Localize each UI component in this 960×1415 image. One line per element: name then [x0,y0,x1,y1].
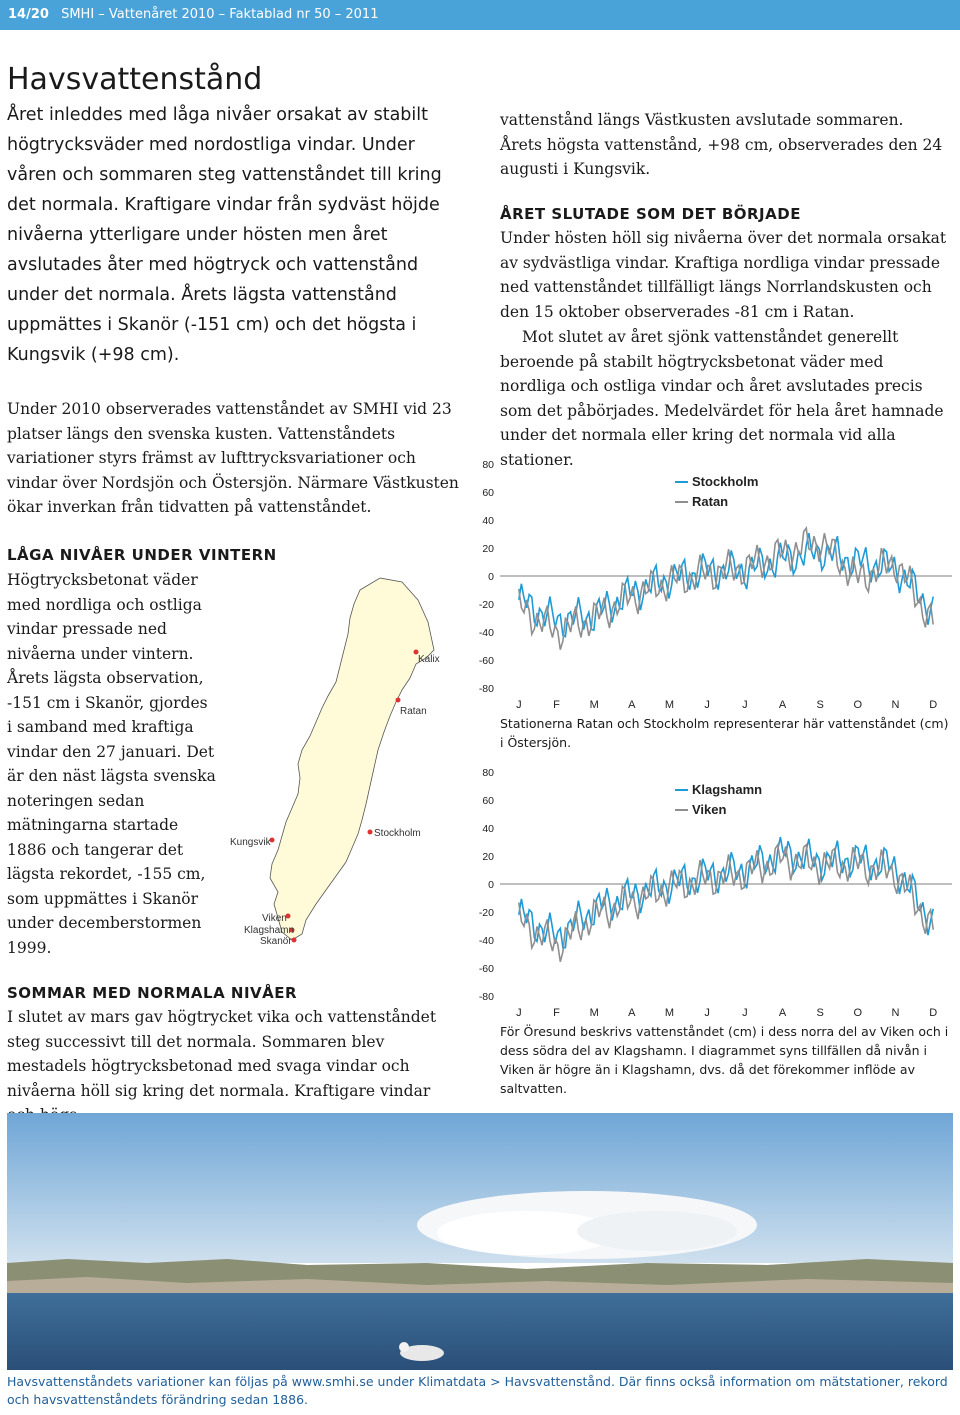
series-line-stockholm [519,533,933,637]
page-header [0,0,960,30]
x-tick-label: F [553,1007,560,1019]
station-label-stockholm: Stockholm [374,828,421,839]
x-tick-label: J [516,699,522,711]
y-tick-label: -40 [478,935,494,947]
legend-label: Stockholm [692,474,759,489]
y-tick-label: 40 [482,515,494,527]
legend-label: Viken [692,802,727,817]
chart1-caption: Stationerna Ratan och Stockholm representerar här vattenståndet (cm) i Östersjön. [500,716,949,750]
y-tick-label: 40 [482,823,494,835]
y-tick-label: -80 [478,683,494,695]
x-tick-label: M [664,1007,675,1019]
section-heading-winter: LÅGA NIVÅER UNDER VINTERN [7,546,277,564]
section-text-winter: Högtrycksbetonat väder med nordliga och ostliga vindar pressade ned nivåerna under vintern. Årets lägsta observation, -151 cm i Skanör, gjordes i samband med kraftiga vindar den 27 januari. Det är den näst lägsta svenska noteringen sedan mätningarna startade 1886 och tangerar det lägsta rekordet, -155 cm, som uppmättes i Skanör under decemberstormen 1999. [7,571,216,957]
station-dot-ratan [396,698,401,703]
y-tick-label: 60 [482,795,494,807]
station-label-klagshamn: Klagshamn [244,925,295,936]
x-tick-label: S [816,1007,824,1019]
y-tick-label: 20 [482,543,494,555]
x-tick-label: A [778,699,787,711]
x-tick-label: D [929,1007,938,1019]
right-col-continued-text: vattenstånd längs Västkusten avslutade sommaren. Årets högsta vattenstånd, +98 cm, observerades den 24 augusti i Kungsvik. [500,111,943,178]
series-line-klagshamn [519,837,933,948]
y-tick-label: -60 [478,963,494,975]
chart-stockholm-ratan [470,450,958,718]
intro-paragraph: Året inleddes med låga nivåer orsakat av stabilt högtrycksväder med nordostliga vindar. Under våren och sommaren steg vattenståndet till kring det normala. Kraftigare vindar från sydväst höjde nivåerna ytterligare under hösten men året avslutades åter med högtryck och vattenstånd under det normala. Årets lägsta vattenstånd uppmättes i Skanör (-151 cm) och det högsta i Kungsvik (+98 cm). [7,105,442,365]
legend-label: Ratan [692,494,729,509]
x-tick-label: N [891,1007,900,1019]
station-label-kungsvik: Kungsvik [230,837,271,848]
y-tick-label: 20 [482,851,494,863]
section-heading-summer: SOMMAR MED NORMALA NIVÅER [7,984,298,1002]
x-tick-label: J [742,699,748,711]
seascape-photo [7,1113,953,1370]
cloud [577,1211,737,1251]
y-tick-label: 0 [488,571,494,583]
section-text-summer: I slutet av mars gav högtrycket vika och vattenståndet steg successivt till det normala. Sommaren blev mestadels högtrycksbetonad med svaga vindar och nivåerna höll sig kring det normala. Kraftigare vindar [7,1008,437,1100]
sea [7,1293,953,1370]
x-tick-label: J [704,1007,710,1019]
y-tick-label: 0 [488,879,494,891]
y-tick-label: -80 [478,991,494,1003]
x-tick-label: M [664,699,675,711]
station-label-viken: Viken [262,913,287,924]
y-tick-label: 80 [482,767,494,779]
x-tick-label: A [628,699,636,711]
station-label-kalix: Kalix [418,654,440,665]
x-tick-label: M [589,1007,599,1019]
x-tick-label: O [853,699,863,711]
x-tick-label: S [816,699,824,711]
page-title: Havsvattenstånd [7,62,263,97]
x-tick-label: D [929,699,938,711]
x-tick-label: N [891,699,900,711]
legend-label: Klagshamn [692,782,763,797]
chart2-caption: För Öresund beskrivs vattenståndet (cm) i dess norra del av Viken och i dess södra del av Klagshamn. I diagrammet syns tillfällen då nivån i Viken är högre än i Klagshamn, dvs. då det förekommer inflöde av saltvatten. [500,1024,949,1096]
x-tick-label: J [742,1007,748,1019]
x-tick-label: M [589,699,599,711]
x-tick-label: J [704,699,710,711]
station-label-ratan: Ratan [400,706,427,717]
x-tick-label: A [778,1007,787,1019]
x-tick-label: A [628,1007,636,1019]
section-text-end-2: Mot slutet av året sjönk vattenståndet generellt beroende på stabilt högtrycksbetonat väder med nordliga och ostliga vindar och året avslutades precis som det påbörjades. Medelvärdet för hela året hamnade under det normala eller kring det normala vid alla stationer. [500,328,944,469]
y-tick-label: -20 [478,599,494,611]
y-tick-label: -20 [478,907,494,919]
page-number: 14/20 [8,7,49,22]
footer-note: Havsvattenståndets variationer kan följas på www.smhi.se under Klimatdata > Havsvattenstånd. Där finns också information om mätstationer, rekord och havsvattenståndets förändring sedan 1886. [7,1374,948,1407]
section-text-end-1: Under hösten höll sig nivåerna över det normala orsakat av sydvästliga vindar. Kraftiga nordliga vindar pressade ned vattenståndet tillfälligt längs Norrlandskusten och den 15 oktober observerades -81 cm i Ratan. [500,229,947,321]
y-tick-label: -40 [478,627,494,639]
x-tick-label: J [516,1007,522,1019]
station-dot-skanor [292,938,297,943]
series-line-ratan [519,528,933,650]
sweden-landmass [270,578,434,940]
y-tick-label: 60 [482,487,494,499]
x-tick-label: O [853,1007,863,1019]
body-paragraph-1: Under 2010 observerades vattenståndet av SMHI vid 23 platser längs den svenska kusten. Vattenståndets variationer styrs främst av lufttrycksvariationer och vindar över Nordsjön och Östersjön. Närmare Västkusten ökar inverkan från tidvatten på vattenståndet. [7,400,459,516]
publication-title: SMHI – Vattenåret 2010 – Faktablad nr 50 – 2011 [61,7,379,22]
series-line-viken [519,845,933,962]
sweden-map [220,560,470,960]
section-heading-end: ÅRET SLUTADE SOM DET BÖRJADE [500,205,801,223]
chart-klagshamn-viken [470,758,958,1024]
station-dot-stockholm [368,830,373,835]
x-tick-label: F [553,699,560,711]
y-tick-label: 80 [482,459,494,471]
station-label-skanor: Skanör [260,936,292,947]
y-tick-label: -60 [478,655,494,667]
seagull-head [399,1342,409,1352]
